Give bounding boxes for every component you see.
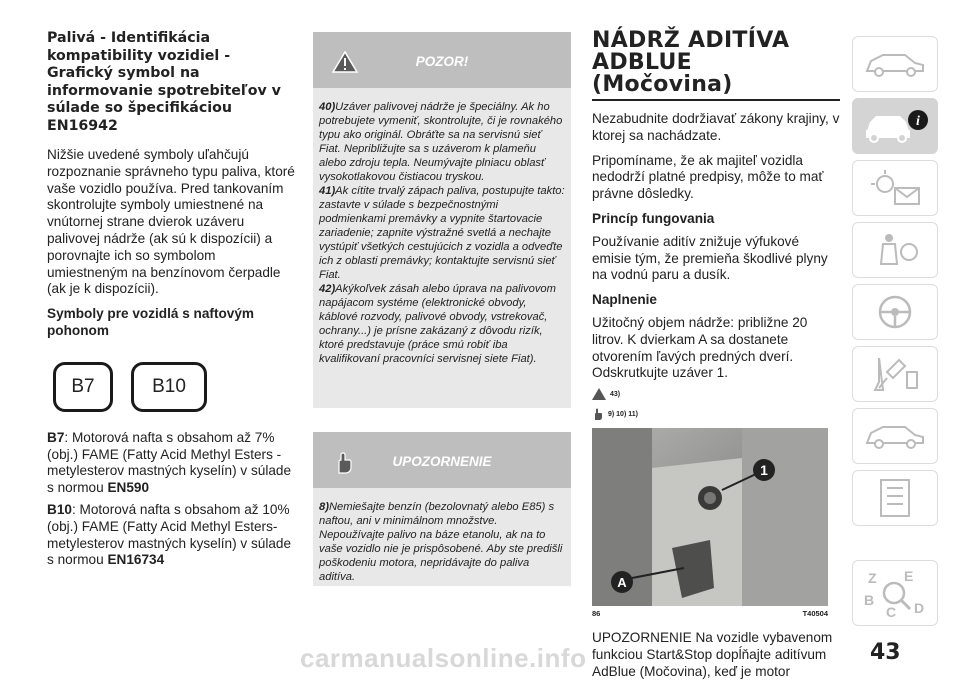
warning-41 (319, 184, 565, 282)
page-number: 43 (870, 640, 901, 665)
note-ref-text: 9) 10) 11) (608, 410, 638, 418)
b10-norm: EN16734 (107, 552, 165, 568)
b10-text: : Motorová nafta s obsahom až 10% (obj.) FAME (Fatty Acid Methyl Esters- metylesterov mastných kyselín) v súlade s normou (47, 501, 292, 568)
b10-definition (47, 502, 297, 569)
caution-body (313, 488, 571, 596)
svg-text:D: D (914, 600, 925, 616)
tab-maintenance[interactable] (852, 408, 938, 464)
b7-text: : Motorová nafta s obsahom až 7% (obj.) FAME (Fatty Acid Methyl Esters - metylesterov mastných kyselín) v súlade s normou (47, 429, 292, 496)
car-service-icon (863, 421, 927, 451)
filling-subheading: Naplnenie (592, 292, 657, 308)
badge-b10-label: B10 (152, 375, 186, 397)
note-ref-9-10-11 (592, 408, 840, 420)
adblue-filler-photo (592, 428, 828, 606)
svg-text:E: E (904, 568, 914, 584)
steering-wheel-icon (875, 292, 915, 332)
diesel-symbols-subheading: Symboly pre vozidlá s naftovým pohonom (47, 306, 254, 338)
alphabet-index-icon (860, 565, 930, 621)
b7-norm: EN590 (107, 480, 150, 496)
caution-box-header (313, 432, 571, 488)
watermark: carmanualsonline.info (300, 643, 587, 673)
warning-triangle-icon (592, 388, 606, 400)
column-adblue (592, 30, 840, 689)
note-text: Ak cítite trvalý zápach paliva, postupujte takto: zastavte v súlade s bezpečnostnými podmienkami premávky a vypnite štartovacie zariadenie; zapnite výstražné svetlá a nechajte vystúpiť všetkých cestujúcich z vozidla a odveďte ich z oblasti premávky; kontaktujte servisnú sieť Fiat. (319, 185, 565, 281)
badge-b7 (53, 362, 113, 412)
svg-text:i: i (916, 114, 920, 129)
figure-caption (592, 609, 828, 618)
svg-text:Z: Z (868, 570, 877, 586)
b7-term: B7 (47, 429, 65, 445)
figure-code: T40504 (802, 609, 828, 619)
adblue-filler-illustration (592, 428, 828, 606)
note-number: 42) (319, 283, 336, 295)
figure-number: 86 (592, 609, 601, 619)
note-text: Uzáver palivovej nádrže je špeciálny. Ak ho potrebujete vymeniť, skontrolujte, či je rovnakého typu ako originál. Obráťte sa na servisnú sieť Fiat. Nepribližujte sa s uzáverom k plameňu alebo zdroju tepla. Neumývajte plniacu oblasť vysokotlakovou čistiacou tryskou. (319, 101, 563, 183)
badge-b7-label: B7 (71, 375, 95, 397)
callout-a: A (617, 575, 627, 591)
caution-hand-icon (592, 408, 604, 420)
tab-driving[interactable] (852, 284, 938, 340)
column-fuel-identification (47, 30, 297, 577)
svg-text:B: B (864, 592, 875, 608)
seatbelt-airbag-icon (865, 230, 925, 270)
caution-box-upozornenie (313, 432, 571, 586)
adblue-title-line2: ADBLUE (Močovina) (592, 50, 733, 97)
b10-term: B10 (47, 501, 72, 517)
adblue-para-reminder: Pripomíname, že ak majiteľ vozidla nedodrží platné predpisy, môže to mať právne dôsledky. (592, 152, 824, 202)
note-ref-text: 43) (610, 390, 621, 398)
note-text: Akýkoľvek zásah alebo úprava na palivovom napájacom systéme (elektronické obvody, káblové rozvody, palivové obvody, vstrekovač, ochrany...) je prísne zakázaný z dôvodu rizík, ktoré predstavuje (práce smú robiť iba kvalifikovaní pracovníci servisnej siete Fiat). (319, 283, 556, 365)
car-info-icon (860, 108, 930, 144)
adblue-para-startstop: UPOZORNENIE Na vozidle vybavenom funkciou Start&Stop dopĺňajte aditívum AdBlue (Močovina), keď je motor (592, 630, 833, 679)
warning-box-header (313, 32, 571, 88)
adblue-para-operation: Používanie aditív znižuje výfukové emisie tým, že premieňa škodlivé plyny na vodnú paru a dusík. (592, 233, 828, 283)
tab-vehicle-info[interactable] (852, 98, 938, 154)
adblue-title-line1: NÁDRŽ ADITÍVA (592, 28, 790, 53)
warning-40 (319, 100, 565, 184)
svg-text:C: C (886, 604, 897, 620)
column-warnings (313, 32, 571, 586)
note-ref-43 (592, 388, 840, 400)
tab-vehicle-overview[interactable] (852, 36, 938, 92)
tools-icon (865, 354, 925, 394)
tab-lights-messages[interactable] (852, 160, 938, 216)
adblue-para-laws: Nezabudnite dodržiavať zákony krajiny, v ktorej sa nachádzate. (592, 111, 840, 143)
badge-b10 (131, 362, 207, 412)
note-number: 40) (319, 101, 336, 113)
light-envelope-icon (865, 168, 925, 208)
fuel-intro-text: Nižšie uvedené symboly uľahčujú rozpoznanie správneho typu paliva, ktoré vaše vozidlo používa. Pred tankovaním skontrolujte symboly umiestnené na vnútornej strane dvierok uzáveru palivovej nádrže (ak sú k dispozícii) a porovnajte ich so symbolom umiestneným na benzínovom čerpadle (ak je k dispozícii). (47, 147, 295, 297)
note-text: Nemiešajte benzín (bezolovnatý alebo E85) s naftou, ani v minimálnom množstve. Nepoužívajte palivo na báze etanolu, ak na to vaše vozidlo nie je prispôsobené. Aby ste predišli poškodeniu motora, nepridávajte do paliva aditíva. (319, 501, 563, 583)
tab-index[interactable] (852, 560, 938, 626)
tab-technical-data[interactable] (852, 470, 938, 526)
adblue-para-filling: Užitočný objem nádrže: približne 20 litrov. K dvierkam A sa dostanete otvorením ľavých predných dverí. Odskrutkujte uzáver 1. (592, 314, 808, 381)
checklist-icon (875, 476, 915, 520)
warning-title: POZOR! (415, 54, 469, 69)
section-heading-fuel: Palivá - Identifikácia kompatibility vozidiel - Grafický symbol na informovanie spotrebiteľov v súlade so špecifikáciou EN16942 (47, 30, 281, 134)
tab-safety[interactable] (852, 222, 938, 278)
title-underline (592, 99, 840, 101)
tab-emergency[interactable] (852, 346, 938, 402)
fuel-symbol-badges (53, 362, 297, 412)
car-side-icon (863, 49, 927, 79)
warning-body (313, 88, 571, 420)
callout-1: 1 (760, 462, 768, 479)
caution-8 (319, 500, 565, 584)
fuel-definitions (47, 430, 297, 569)
operation-subheading: Princíp fungovania (592, 210, 715, 226)
warning-42 (319, 282, 565, 366)
b7-definition (47, 430, 297, 497)
caution-title: UPOZORNENIE (392, 454, 492, 469)
warning-box-pozor (313, 32, 571, 408)
note-number: 41) (319, 185, 336, 197)
note-number: 8) (319, 501, 329, 513)
